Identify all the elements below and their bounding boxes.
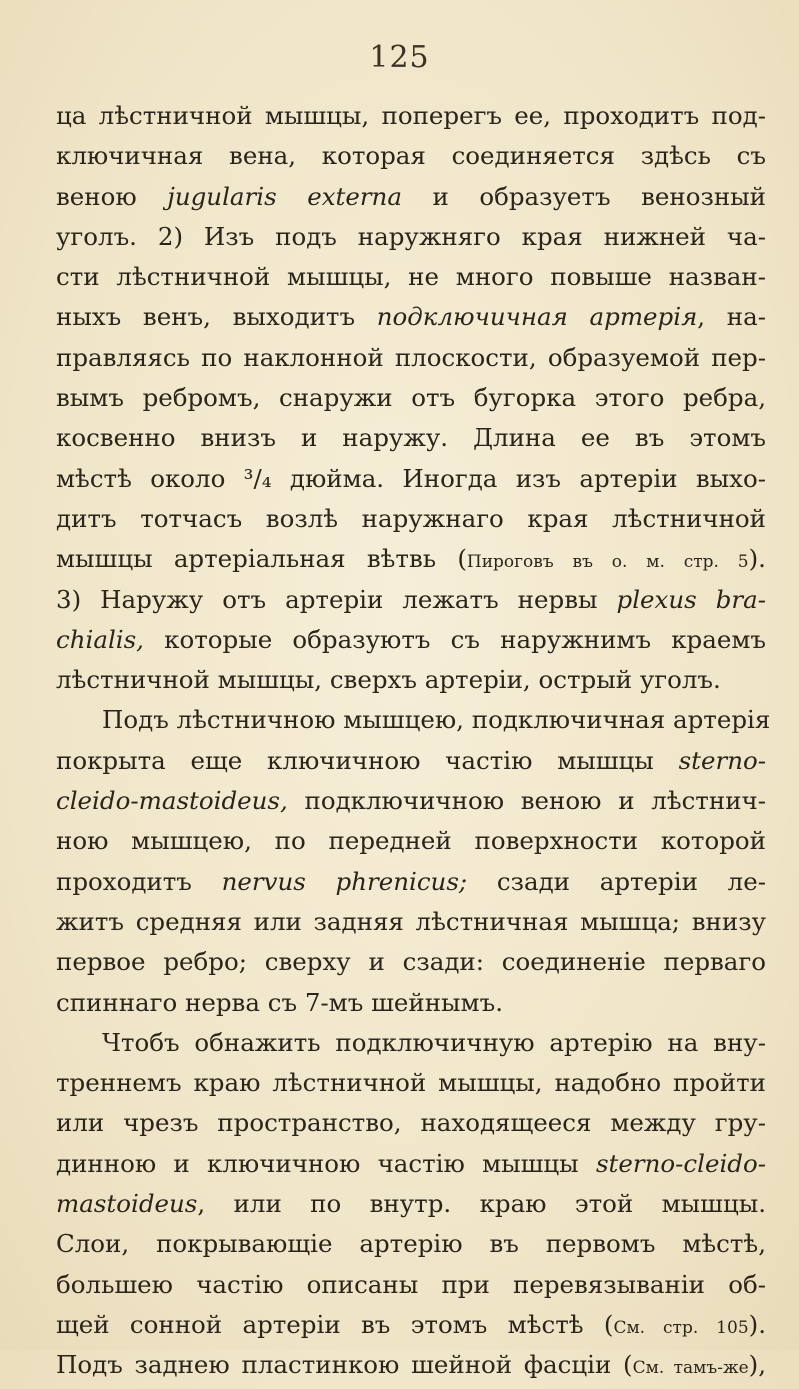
text-segment: большею частію описаны при перевязываніи об- (56, 1269, 766, 1299)
text-line (56, 96, 766, 136)
italic-term: plexus bra- (616, 584, 766, 614)
text-line (56, 136, 766, 176)
text-segment: вымъ ребромъ, снаружи отъ бугорка этого ребра, (56, 383, 766, 413)
text-segment: подключичною веною и лѣстнич- (287, 786, 766, 816)
italic-term: nervus phrenicus; (221, 866, 468, 896)
text-segment: спиннаго нерва съ 7-мъ шейнымъ. (56, 987, 503, 1017)
text-line (56, 1063, 766, 1103)
body-text (56, 96, 771, 1386)
text-line (56, 862, 766, 902)
page-number: 125 (369, 40, 430, 75)
text-segment: щей сонной артеріи въ этомъ мѣстѣ ( (56, 1309, 614, 1339)
text-segment: Подъ лѣстничною мышцею, подключичная артерія (102, 705, 771, 735)
text-line (56, 1144, 766, 1184)
text-line (56, 620, 766, 660)
text-segment: дитъ тотчасъ возлѣ наружнаго края лѣстничной (56, 503, 766, 533)
italic-term: cleido-mastoideus, (56, 786, 288, 816)
text-segment: житъ средняя или задняя лѣстничная мышца; внизу (56, 906, 766, 936)
text-segment: ключичная вена, которая соединяется здѣсь съ (56, 141, 766, 171)
text-line (56, 1224, 766, 1264)
text-segment: веною (56, 181, 168, 211)
text-segment: Слои, покрывающіе артерію въ первомъ мѣстѣ, (56, 1229, 766, 1259)
text-segment: лѣстничной мышцы, сверхъ артеріи, острый уголъ. (56, 665, 721, 695)
text-segment: Чтобъ обнажить подключичную артерію на вну- (102, 1027, 766, 1057)
text-line (56, 821, 766, 861)
text-line (56, 741, 766, 781)
text-line (56, 378, 766, 418)
text-segment: и образуетъ венозный (401, 181, 766, 211)
text-segment: проходитъ (56, 866, 222, 896)
text-line (56, 1184, 766, 1224)
text-line (56, 1103, 766, 1143)
italic-term: mastoideus (56, 1189, 198, 1219)
text-line (56, 983, 766, 1023)
italic-term: jugularis externa (167, 181, 402, 211)
text-segment: косвенно внизъ и наружу. Длина ее въ этомъ (56, 423, 766, 453)
italic-term: sterno-cleido- (595, 1148, 766, 1178)
text-segment: ). (748, 1309, 766, 1339)
text-segment: мышцы артеріальная вѣтвь ( (56, 544, 467, 574)
text-segment: первое ребро; сверху и сзади: соединеніе перваго (56, 947, 766, 977)
text-segment: которые образуютъ съ наружнимъ краемъ (143, 624, 766, 654)
text-segment: Подъ заднею пластинкою шейной фасціи ( (56, 1350, 633, 1380)
text-segment: уголъ. 2) Изъ подъ наружняго края нижней ча- (56, 221, 766, 251)
text-segment: ныхъ венъ, выходитъ (56, 302, 377, 332)
reference: См. стр. 105 (613, 1317, 749, 1338)
text-line (56, 177, 766, 217)
text-line (56, 297, 766, 337)
text-line (56, 1345, 766, 1385)
text-segment: треннемъ краю лѣстничной мышцы, надобно пройти (56, 1068, 766, 1098)
text-segment: или чрезъ пространство, находящееся между гру- (56, 1108, 766, 1138)
text-line (56, 539, 766, 579)
text-line (56, 257, 766, 297)
text-line (56, 1305, 766, 1345)
text-line (56, 700, 771, 740)
text-line (56, 459, 766, 499)
text-line (56, 580, 766, 620)
text-line (56, 902, 766, 942)
text-segment: ). (748, 544, 766, 574)
text-segment: сзади артеріи ле- (467, 866, 766, 896)
text-line (56, 942, 766, 982)
reference: Пироговъ въ о. м. стр. 5 (466, 552, 749, 573)
text-line (56, 781, 766, 821)
italic-term: chialis, (56, 624, 144, 654)
text-line (56, 1023, 766, 1063)
text-line (56, 338, 766, 378)
text-segment: правляясь по наклонной плоскости, образуемой пер- (56, 342, 766, 372)
text-segment: 3) Наружу отъ артеріи лежатъ нервы (56, 584, 617, 614)
text-segment: покрыта еще ключичною частію мышцы (56, 745, 679, 775)
text-segment: , или по внутр. краю этой мышцы. (197, 1189, 766, 1219)
text-segment: динною и ключичною частію мышцы (56, 1148, 596, 1178)
italic-term: sterno- (678, 745, 766, 775)
text-line (56, 660, 766, 700)
reference: См. тамъ-же (632, 1358, 749, 1379)
text-line (56, 1265, 766, 1305)
italic-term: подключичная артерія (376, 302, 698, 332)
text-segment: сти лѣстничной мышцы, не много повыше назван- (56, 262, 766, 292)
text-line (56, 217, 766, 257)
text-segment: ), (748, 1350, 766, 1380)
text-segment: , на- (697, 302, 766, 332)
text-segment: ною мышцею, по передней поверхности которой (56, 826, 766, 856)
text-segment: мѣстѣ около ³/₄ дюйма. Иногда изъ артеріи выхо- (56, 463, 766, 493)
text-segment: ца лѣстничной мышцы, поперегъ ее, проходитъ под- (56, 101, 766, 130)
text-line (56, 499, 766, 539)
text-line (56, 418, 766, 458)
